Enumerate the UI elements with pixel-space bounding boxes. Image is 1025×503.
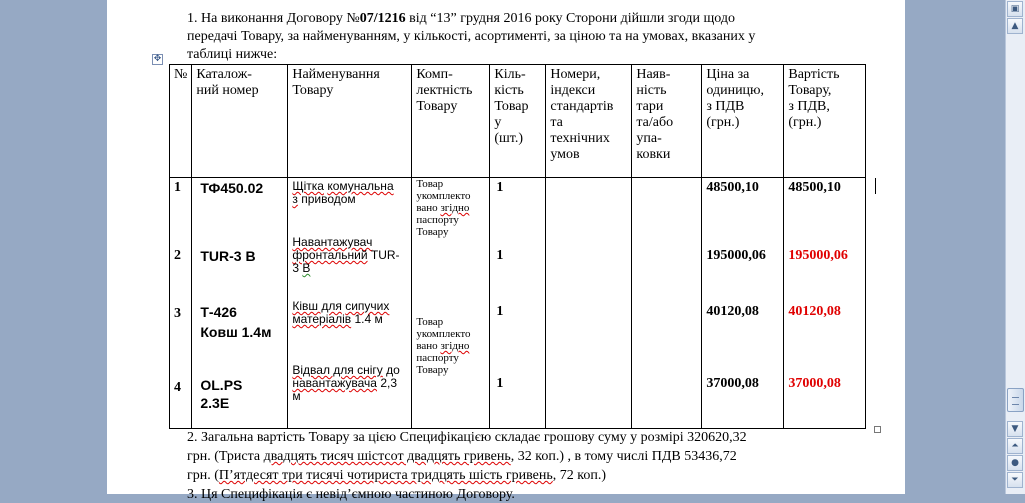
quantity: 1 [496,376,504,391]
table-resize-handle[interactable] [874,426,881,433]
contract-number: 07/1216 [359,11,406,26]
header-cell: № [170,65,192,178]
scroll-up-icon[interactable]: ▲ [1007,18,1023,34]
header-cell: Вартість Товару, з ПДВ, (грн.) [784,65,866,178]
next-page-icon[interactable]: ⏷ [1007,472,1023,488]
paragraph-1-line-3: таблиці нижче: [187,47,278,62]
unit-price: 195000,06 [706,248,766,263]
header-cell: Номери, індекси стандартів та технічних умов [546,65,632,178]
quantity: 1 [496,248,504,263]
header-cell: Найменування Товару [288,65,412,178]
unit-price: 48500,10 [706,180,759,195]
total-price: 40120,08 [788,304,841,319]
document-page[interactable] [107,0,905,502]
header-cell: Кіль- кість Товар у (шт.) [490,65,546,178]
product-name: Відвал для снігу до навантажувача 2,3 м [292,363,400,403]
header-cell: Наяв- ність тари та/або упа- ковки [632,65,702,178]
paragraph-2-line-3: грн. (П’ятдесят три тисячі чотириста тридцять шість гривень, 72 коп.) [187,468,606,483]
row-number: 4 [174,380,181,395]
paragraph-1-line-2: передачі Товару, за найменуванням, у кількості, асортименті, за ціною та на умовах, вказаних у [187,29,756,44]
paragraph-3-line-1: 3. Ця Специфікація є невід’ємною частиною Договору. [187,487,515,502]
completeness-text: Товар укомплекто вано згідно паспорту Товару [416,178,471,238]
catalog-number: Т-426 Ковш 1.4м [200,304,272,340]
product-name: Ківш для сипучих матеріалів 1.4 м [292,299,390,326]
total-price: 37000,08 [788,376,841,391]
paragraph-2-line-1: 2. Загальна вартість Товару за цією Специфікацією складає грошову суму у розмірі 320620,32 [187,430,747,445]
vertical-scrollbar[interactable] [1005,0,1025,494]
row-number: 2 [174,248,181,263]
unit-price: 37000,08 [706,376,759,391]
total-price: 48500,10 [788,180,841,195]
row-number: 3 [174,306,181,321]
scrollbar-thumb[interactable] [1007,388,1024,412]
table-body-row [170,178,866,429]
unit-price: 40120,08 [706,304,759,319]
header-cell: Комп- лектність Товару [412,65,490,178]
header-cell: Каталож- ний номер [192,65,288,178]
browse-object-icon[interactable]: ● [1007,455,1023,471]
quantity: 1 [496,304,504,319]
scroll-down-icon[interactable]: ▼ [1007,421,1023,437]
catalog-number: ТФ450.02 [200,180,264,196]
text-cursor [875,178,876,194]
total-price: 195000,06 [788,248,848,263]
specification-table [169,64,866,429]
table-move-handle-icon[interactable]: ✥ [153,54,162,64]
paragraph-1-line-1: 1. На виконання Договору №07/1216 від “13” грудня 2016 року Сторони дійшли згоди щодо [187,11,736,26]
row-number: 1 [174,180,181,195]
catalog-number: OL.PS 2.3Е [200,377,243,411]
table-header-row [170,65,866,178]
completeness-text: Товар укомплекто вано згідно паспорту Товару [416,316,471,376]
paragraph-2-line-2: грн. (Триста двадцять тисяч шістсот двадцять гривень, 32 коп.) , в тому числі ПДВ 53436,72 [187,449,737,464]
product-name: Щітка комунальна з приводом [292,179,394,206]
catalog-number: TUR-3 В [200,248,256,264]
ruler-toggle-icon[interactable]: ▣ [1007,1,1023,17]
previous-page-icon[interactable]: ⏶ [1007,438,1023,454]
header-cell: Ціна за одиницю, з ПДВ (грн.) [702,65,784,178]
quantity: 1 [496,180,504,195]
product-name: Навантажувач фронтальний TUR-3 В [292,235,400,275]
